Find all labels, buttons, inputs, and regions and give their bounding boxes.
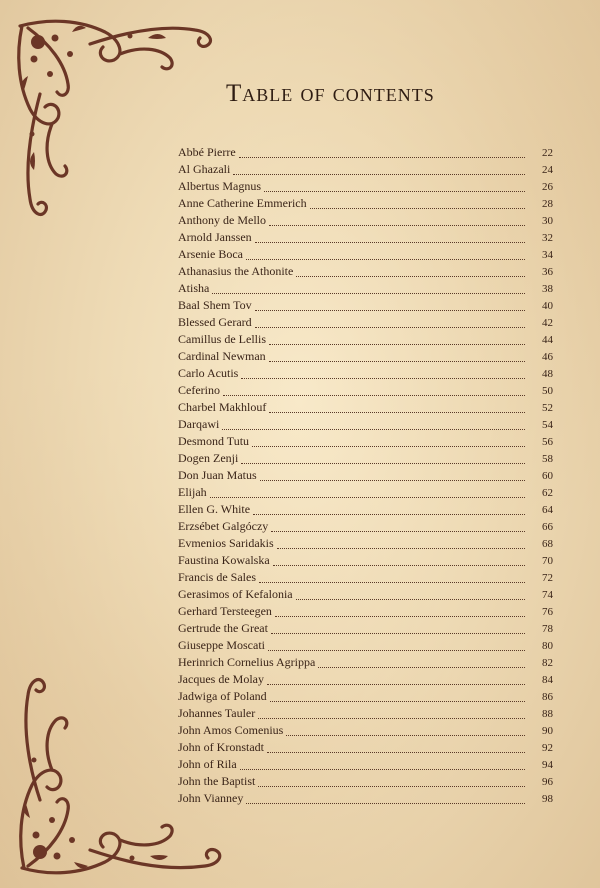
toc-entry-page: 44: [542, 334, 553, 346]
toc-entry-page: 80: [542, 640, 553, 652]
toc-leader-dots: [255, 327, 525, 328]
toc-entry[interactable]: [178, 399, 553, 416]
toc-entry-name: Johannes Tauler: [178, 706, 256, 720]
toc-entry-name: Francis de Sales: [178, 570, 256, 584]
toc-entry-page: 98: [542, 793, 553, 805]
toc-entry-name: Al Ghazali: [178, 162, 231, 176]
toc-entry[interactable]: [178, 790, 553, 807]
page-title-text: Table of contents: [226, 80, 435, 107]
toc-entry-name: John Amos Comenius: [178, 723, 284, 737]
toc-entry-page: 96: [542, 776, 553, 788]
toc-entry[interactable]: [178, 467, 553, 484]
toc-leader-dots: [260, 480, 525, 481]
toc-entry[interactable]: [178, 280, 553, 297]
toc-leader-dots: [273, 565, 525, 566]
toc-entry-page: 48: [542, 368, 553, 380]
toc-entry-page: 60: [542, 470, 553, 482]
toc-entry[interactable]: [178, 671, 553, 688]
toc-entry[interactable]: [178, 501, 553, 518]
toc-entry-page: 32: [542, 232, 553, 244]
toc-leader-dots: [267, 684, 525, 685]
toc-entry[interactable]: [178, 450, 553, 467]
toc-leader-dots: [246, 259, 525, 260]
toc-entry-page: 68: [542, 538, 553, 550]
toc-entry-name: Faustina Kowalska: [178, 553, 270, 567]
toc-entry-name: Desmond Tutu: [178, 434, 250, 448]
toc-leader-dots: [269, 412, 525, 413]
toc-entry-name: Atisha: [178, 281, 210, 295]
toc-entry[interactable]: [178, 314, 553, 331]
toc-leader-dots: [241, 378, 525, 379]
toc-leader-dots: [255, 242, 525, 243]
toc-entry-page: 50: [542, 385, 553, 397]
toc-entry[interactable]: [178, 416, 553, 433]
toc-leader-dots: [269, 225, 525, 226]
toc-entry-page: 54: [542, 419, 553, 431]
toc-leader-dots: [264, 191, 525, 192]
toc-leader-dots: [286, 735, 525, 736]
toc-entry-name: Cardinal Newman: [178, 349, 266, 363]
toc-entry-name: Abbé Pierre: [178, 145, 236, 159]
toc-entry[interactable]: [178, 331, 553, 348]
toc-entry-page: 58: [542, 453, 553, 465]
toc-entry-page: 40: [542, 300, 553, 312]
toc-entry[interactable]: [178, 552, 553, 569]
toc-entry-name: Arsenie Boca: [178, 247, 243, 261]
toc-entry-page: 84: [542, 674, 553, 686]
toc-entry-page: 24: [542, 164, 553, 176]
toc-leader-dots: [253, 514, 525, 515]
toc-entry[interactable]: [178, 484, 553, 501]
toc-entry-page: 86: [542, 691, 553, 703]
toc-entry-name: Jadwiga of Poland: [178, 689, 267, 703]
toc-entry-name: Gerasimos of Kefalonia: [178, 587, 293, 601]
toc-leader-dots: [259, 582, 525, 583]
toc-leader-dots: [269, 344, 525, 345]
toc-entry-name: Athanasius the Athonite: [178, 264, 294, 278]
toc-entry-page: 74: [542, 589, 553, 601]
toc-entry[interactable]: [178, 195, 553, 212]
toc-leader-dots: [233, 174, 525, 175]
toc-leader-dots: [240, 769, 525, 770]
toc-leader-dots: [258, 786, 525, 787]
toc-entry[interactable]: [178, 297, 553, 314]
toc-entry[interactable]: [178, 586, 553, 603]
toc-leader-dots: [277, 548, 525, 549]
toc-entry[interactable]: [178, 365, 553, 382]
toc-entry[interactable]: [178, 688, 553, 705]
toc-entry[interactable]: [178, 433, 553, 450]
table-of-contents: [178, 144, 553, 807]
toc-entry-name: Herinrich Cornelius Agrippa: [178, 655, 316, 669]
toc-leader-dots: [252, 446, 525, 447]
toc-leader-dots: [246, 803, 525, 804]
toc-entry-page: 56: [542, 436, 553, 448]
toc-entry[interactable]: [178, 518, 553, 535]
toc-leader-dots: [222, 429, 525, 430]
toc-entry-page: 76: [542, 606, 553, 618]
toc-entry-name: Baal Shem Tov: [178, 298, 252, 312]
toc-entry[interactable]: [178, 722, 553, 739]
toc-entry[interactable]: [178, 263, 553, 280]
toc-entry[interactable]: [178, 620, 553, 637]
toc-leader-dots: [212, 293, 525, 294]
toc-entry-page: 36: [542, 266, 553, 278]
toc-entry[interactable]: [178, 246, 553, 263]
toc-entry[interactable]: [178, 144, 553, 161]
toc-entry-name: Anthony de Mello: [178, 213, 266, 227]
toc-entry-page: 88: [542, 708, 553, 720]
toc-leader-dots: [296, 276, 525, 277]
toc-leader-dots: [271, 633, 525, 634]
toc-leader-dots: [210, 497, 525, 498]
toc-leader-dots: [223, 395, 525, 396]
toc-entry-page: 94: [542, 759, 553, 771]
toc-entry-page: 82: [542, 657, 553, 669]
toc-entry[interactable]: [178, 178, 553, 195]
toc-entry-name: Camillus de Lellis: [178, 332, 266, 346]
toc-entry-name: John Vianney: [178, 791, 244, 805]
toc-entry-page: 52: [542, 402, 553, 414]
toc-entry[interactable]: [178, 654, 553, 671]
page-title: [226, 80, 526, 108]
toc-entry-name: Arnold Janssen: [178, 230, 252, 244]
toc-leader-dots: [270, 701, 525, 702]
toc-entry-page: 90: [542, 725, 553, 737]
toc-leader-dots: [239, 157, 525, 158]
toc-entry-name: Don Juan Matus: [178, 468, 257, 482]
toc-entry-name: Anne Catherine Emmerich: [178, 196, 307, 210]
toc-entry-name: Charbel Makhlouf: [178, 400, 267, 414]
toc-leader-dots: [296, 599, 525, 600]
toc-entry-page: 64: [542, 504, 553, 516]
toc-leader-dots: [258, 718, 525, 719]
toc-entry-name: Giuseppe Moscati: [178, 638, 265, 652]
toc-entry[interactable]: [178, 382, 553, 399]
toc-entry[interactable]: [178, 637, 553, 654]
toc-entry-name: John of Rila: [178, 757, 237, 771]
toc-leader-dots: [269, 361, 525, 362]
toc-entry-name: Gerhard Tersteegen: [178, 604, 272, 618]
toc-entry-name: Dogen Zenji: [178, 451, 239, 465]
toc-entry-name: Jacques de Molay: [178, 672, 264, 686]
toc-entry-name: Evmenios Saridakis: [178, 536, 274, 550]
toc-entry-page: 22: [542, 147, 553, 159]
toc-entry-page: 78: [542, 623, 553, 635]
toc-entry-name: John the Baptist: [178, 774, 256, 788]
toc-entry[interactable]: [178, 535, 553, 552]
toc-leader-dots: [318, 667, 525, 668]
toc-entry-page: 62: [542, 487, 553, 499]
toc-leader-dots: [268, 650, 525, 651]
toc-entry-page: 42: [542, 317, 553, 329]
toc-entry[interactable]: [178, 773, 553, 790]
toc-entry[interactable]: [178, 212, 553, 229]
toc-entry-page: 26: [542, 181, 553, 193]
toc-entry[interactable]: [178, 229, 553, 246]
toc-entry-page: 38: [542, 283, 553, 295]
toc-entry-name: Carlo Acutis: [178, 366, 239, 380]
toc-leader-dots: [275, 616, 525, 617]
toc-leader-dots: [310, 208, 525, 209]
toc-entry-name: Ceferino: [178, 383, 220, 397]
toc-entry[interactable]: [178, 161, 553, 178]
toc-entry-name: Elijah: [178, 485, 207, 499]
toc-entry[interactable]: [178, 705, 553, 722]
toc-entry-page: 28: [542, 198, 553, 210]
toc-leader-dots: [241, 463, 525, 464]
toc-entry-name: Erzsébet Galgóczy: [178, 519, 269, 533]
toc-entry-name: Ellen G. White: [178, 502, 251, 516]
toc-entry-page: 34: [542, 249, 553, 261]
toc-entry[interactable]: [178, 756, 553, 773]
toc-entry-page: 30: [542, 215, 553, 227]
toc-entry-name: Blessed Gerard: [178, 315, 252, 329]
toc-entry-page: 66: [542, 521, 553, 533]
toc-entry[interactable]: [178, 569, 553, 586]
toc-entry-name: Albertus Magnus: [178, 179, 261, 193]
toc-entry[interactable]: [178, 603, 553, 620]
toc-leader-dots: [255, 310, 525, 311]
toc-entry[interactable]: [178, 739, 553, 756]
toc-entry-page: 72: [542, 572, 553, 584]
toc-entry-page: 92: [542, 742, 553, 754]
toc-leader-dots: [271, 531, 525, 532]
toc-entry-name: John of Kronstadt: [178, 740, 264, 754]
toc-entry-name: Darqawi: [178, 417, 220, 431]
toc-entry[interactable]: [178, 348, 553, 365]
toc-entry-page: 70: [542, 555, 553, 567]
toc-entry-name: Gertrude the Great: [178, 621, 268, 635]
toc-leader-dots: [267, 752, 525, 753]
toc-entry-page: 46: [542, 351, 553, 363]
